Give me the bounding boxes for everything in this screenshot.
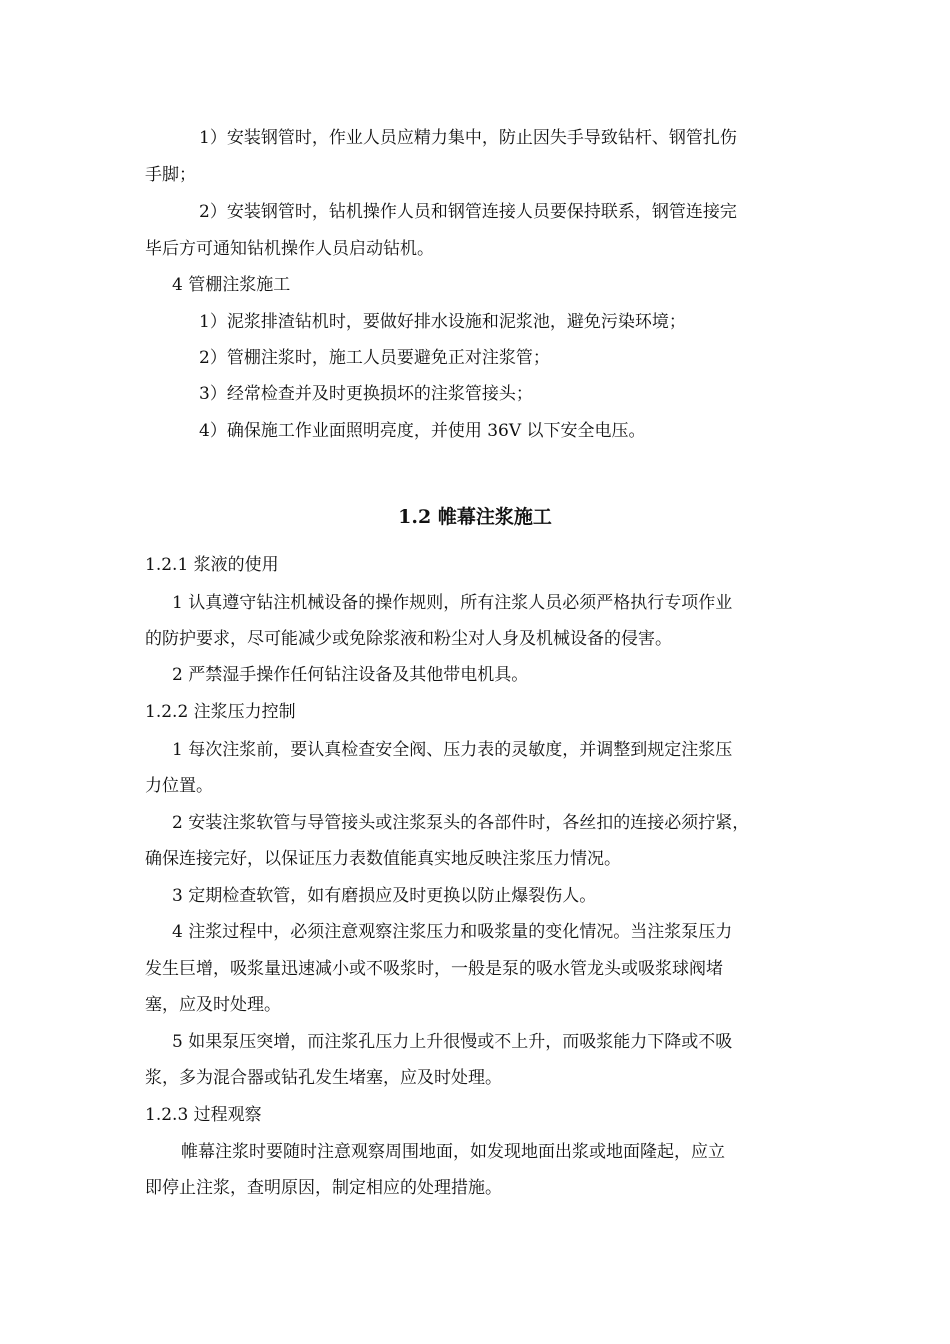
- section-title-curtain-grouting: 1.2 帷幕注浆施工: [398, 506, 552, 528]
- paragraph-1-2-3: 帷幕注浆时要随时注意观察周围地面，如发现地面出浆或地面隆起，应立: [181, 1142, 725, 1162]
- paragraph-1-2-1-item-1: 1 认真遵守钻注机械设备的操作规则，所有注浆人员必须严格执行专项作业: [172, 593, 733, 613]
- subsection-heading-1-2-3: 1.2.3 过程观察: [145, 1105, 262, 1125]
- paragraph-1-2-2-item-1-cont: 力位置。: [145, 776, 213, 796]
- list-item-grouting-1: 1）泥浆排渣钻机时，要做好排水设施和泥浆池，避免污染环境；: [199, 312, 686, 332]
- subsection-heading-1-2-1: 1.2.1 浆液的使用: [145, 555, 279, 575]
- paragraph-1-2-2-item-4: 4 注浆过程中，必须注意观察注浆压力和吸浆量的变化情况。当注浆泵压力: [172, 922, 733, 942]
- paragraph-1-2-2-item-5-cont: 浆，多为混合器或钻孔发生堵塞，应及时处理。: [145, 1068, 502, 1088]
- list-item-install-pipe-2: 2）安装钢管时，钻机操作人员和钢管连接人员要保持联系，钢管连接完: [199, 202, 737, 222]
- paragraph-1-2-2-item-3: 3 定期检查软管，如有磨损应及时更换以防止爆裂伤人。: [172, 886, 597, 906]
- paragraph-1-2-1-item-2: 2 严禁湿手操作任何钻注设备及其他带电机具。: [172, 665, 529, 685]
- list-item-grouting-3: 3）经常检查并及时更换损坏的注浆管接头；: [199, 384, 533, 404]
- list-item-grouting-4: 4）确保施工作业面照明亮度，并使用 36V 以下安全电压。: [199, 421, 646, 441]
- paragraph-1-2-2-item-2: 2 安装注浆软管与导管接头或注浆泵头的各部件时，各丝扣的连接必须拧紧，: [172, 813, 750, 833]
- subsection-heading-1-2-2: 1.2.2 注浆压力控制: [145, 702, 296, 722]
- list-item-install-pipe-1-cont: 手脚；: [145, 165, 196, 185]
- section-heading-pipe-shed-grouting: 4 管棚注浆施工: [172, 275, 291, 295]
- list-item-install-pipe-1: 1）安装钢管时，作业人员应精力集中，防止因失手导致钻杆、钢管扎伤: [199, 128, 737, 148]
- list-item-install-pipe-2-cont: 毕后方可通知钻机操作人员启动钻机。: [145, 239, 434, 259]
- paragraph-1-2-3-cont: 即停止注浆，查明原因，制定相应的处理措施。: [145, 1178, 502, 1198]
- paragraph-1-2-2-item-4-cont-2: 塞，应及时处理。: [145, 995, 281, 1015]
- paragraph-1-2-2-item-1: 1 每次注浆前，要认真检查安全阀、压力表的灵敏度，并调整到规定注浆压: [172, 740, 733, 760]
- paragraph-1-2-2-item-4-cont-1: 发生巨增，吸浆量迅速减小或不吸浆时，一般是泵的吸水管龙头或吸浆球阀堵: [145, 959, 723, 979]
- list-item-grouting-2: 2）管棚注浆时，施工人员要避免正对注浆管；: [199, 348, 550, 368]
- paragraph-1-2-1-item-1-cont: 的防护要求，尽可能减少或免除浆液和粉尘对人身及机械设备的侵害。: [145, 629, 672, 649]
- paragraph-1-2-2-item-5: 5 如果泵压突增，而注浆孔压力上升很慢或不上升，而吸浆能力下降或不吸: [172, 1032, 733, 1052]
- paragraph-1-2-2-item-2-cont: 确保连接完好，以保证压力表数值能真实地反映注浆压力情况。: [145, 849, 621, 869]
